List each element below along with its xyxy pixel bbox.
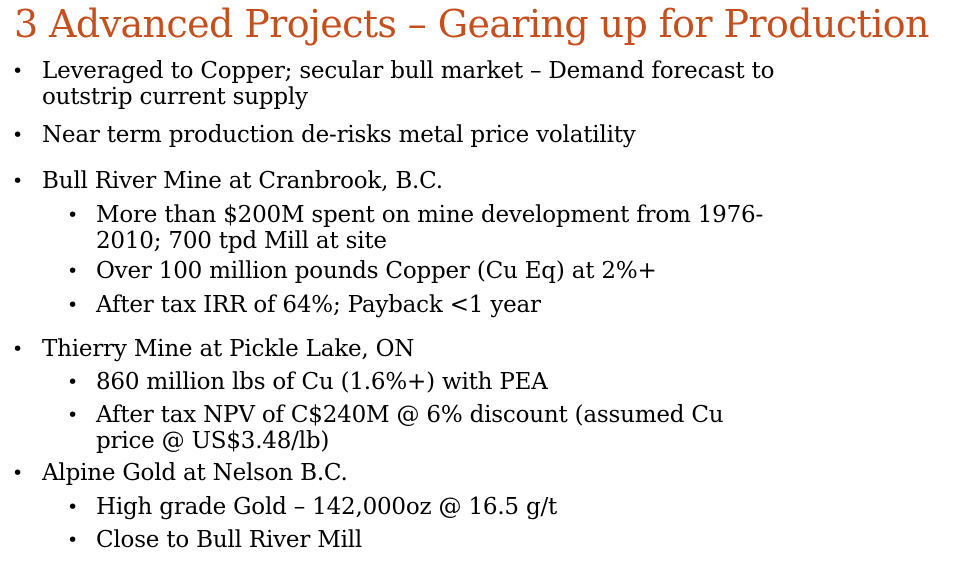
sub-bullet-text-line1: High grade Gold – 142,000oz @ 16.5 g/t	[96, 494, 558, 520]
slide-title: 3 Advanced Projects – Gearing up for Production	[14, 2, 929, 46]
sub-bullet-item-mine-development	[67, 202, 764, 254]
bullet-item-alpine-gold	[12, 460, 348, 486]
bullet-text-line2: outstrip current supply	[42, 84, 308, 110]
bullet-text-line1: Leveraged to Copper; secular bull market – Demand forecast to	[42, 58, 775, 84]
sub-bullet-item-npv-discount	[67, 402, 724, 454]
bullet-item-leveraged-copper	[12, 58, 775, 110]
sub-bullet-item-irr-payback	[67, 292, 541, 318]
bullet-item-bull-river-mine	[12, 168, 443, 194]
bullet-marker: •	[12, 60, 24, 82]
sub-bullet-text-line1: Close to Bull River Mill	[96, 527, 363, 553]
bullet-item-near-term-production	[12, 122, 636, 148]
sub-bullet-text-line1: After tax NPV of C$240M @ 6% discount (assumed Cu	[96, 402, 724, 428]
bullet-marker: •	[12, 170, 24, 192]
sub-bullet-text-line1: After tax IRR of 64%; Payback <1 year	[96, 292, 541, 318]
sub-bullet-item-close-to-mill	[67, 527, 363, 553]
sub-bullet-marker: •	[67, 260, 79, 282]
sub-bullet-text-line1: 860 million lbs of Cu (1.6%+) with PEA	[96, 369, 548, 395]
sub-bullet-item-copper-pounds	[67, 258, 657, 284]
sub-bullet-marker: •	[67, 404, 79, 426]
bullet-text-line1: Near term production de-risks metal price volatility	[42, 122, 636, 148]
bullet-text-line1: Alpine Gold at Nelson B.C.	[42, 460, 348, 486]
sub-bullet-text-line1: More than $200M spent on mine development from 1976-	[96, 202, 764, 228]
sub-bullet-marker: •	[67, 294, 79, 316]
bullet-item-thierry-mine	[12, 336, 415, 362]
bullet-text-line1: Bull River Mine at Cranbrook, B.C.	[42, 168, 443, 194]
sub-bullet-marker: •	[67, 496, 79, 518]
sub-bullet-text-line1: Over 100 million pounds Copper (Cu Eq) at 2%+	[96, 258, 657, 284]
sub-bullet-text-line2: 2010; 700 tpd Mill at site	[96, 228, 387, 254]
bullet-text-line1: Thierry Mine at Pickle Lake, ON	[42, 336, 415, 362]
sub-bullet-marker: •	[67, 529, 79, 551]
sub-bullet-marker: •	[67, 204, 79, 226]
sub-bullet-item-high-grade-gold	[67, 494, 558, 520]
sub-bullet-marker: •	[67, 371, 79, 393]
bullet-marker: •	[12, 462, 24, 484]
bullet-marker: •	[12, 124, 24, 146]
sub-bullet-text-line2: price @ US$3.48/lb)	[96, 428, 330, 454]
sub-bullet-item-cu-pounds-pea	[67, 369, 548, 395]
bullet-marker: •	[12, 338, 24, 360]
